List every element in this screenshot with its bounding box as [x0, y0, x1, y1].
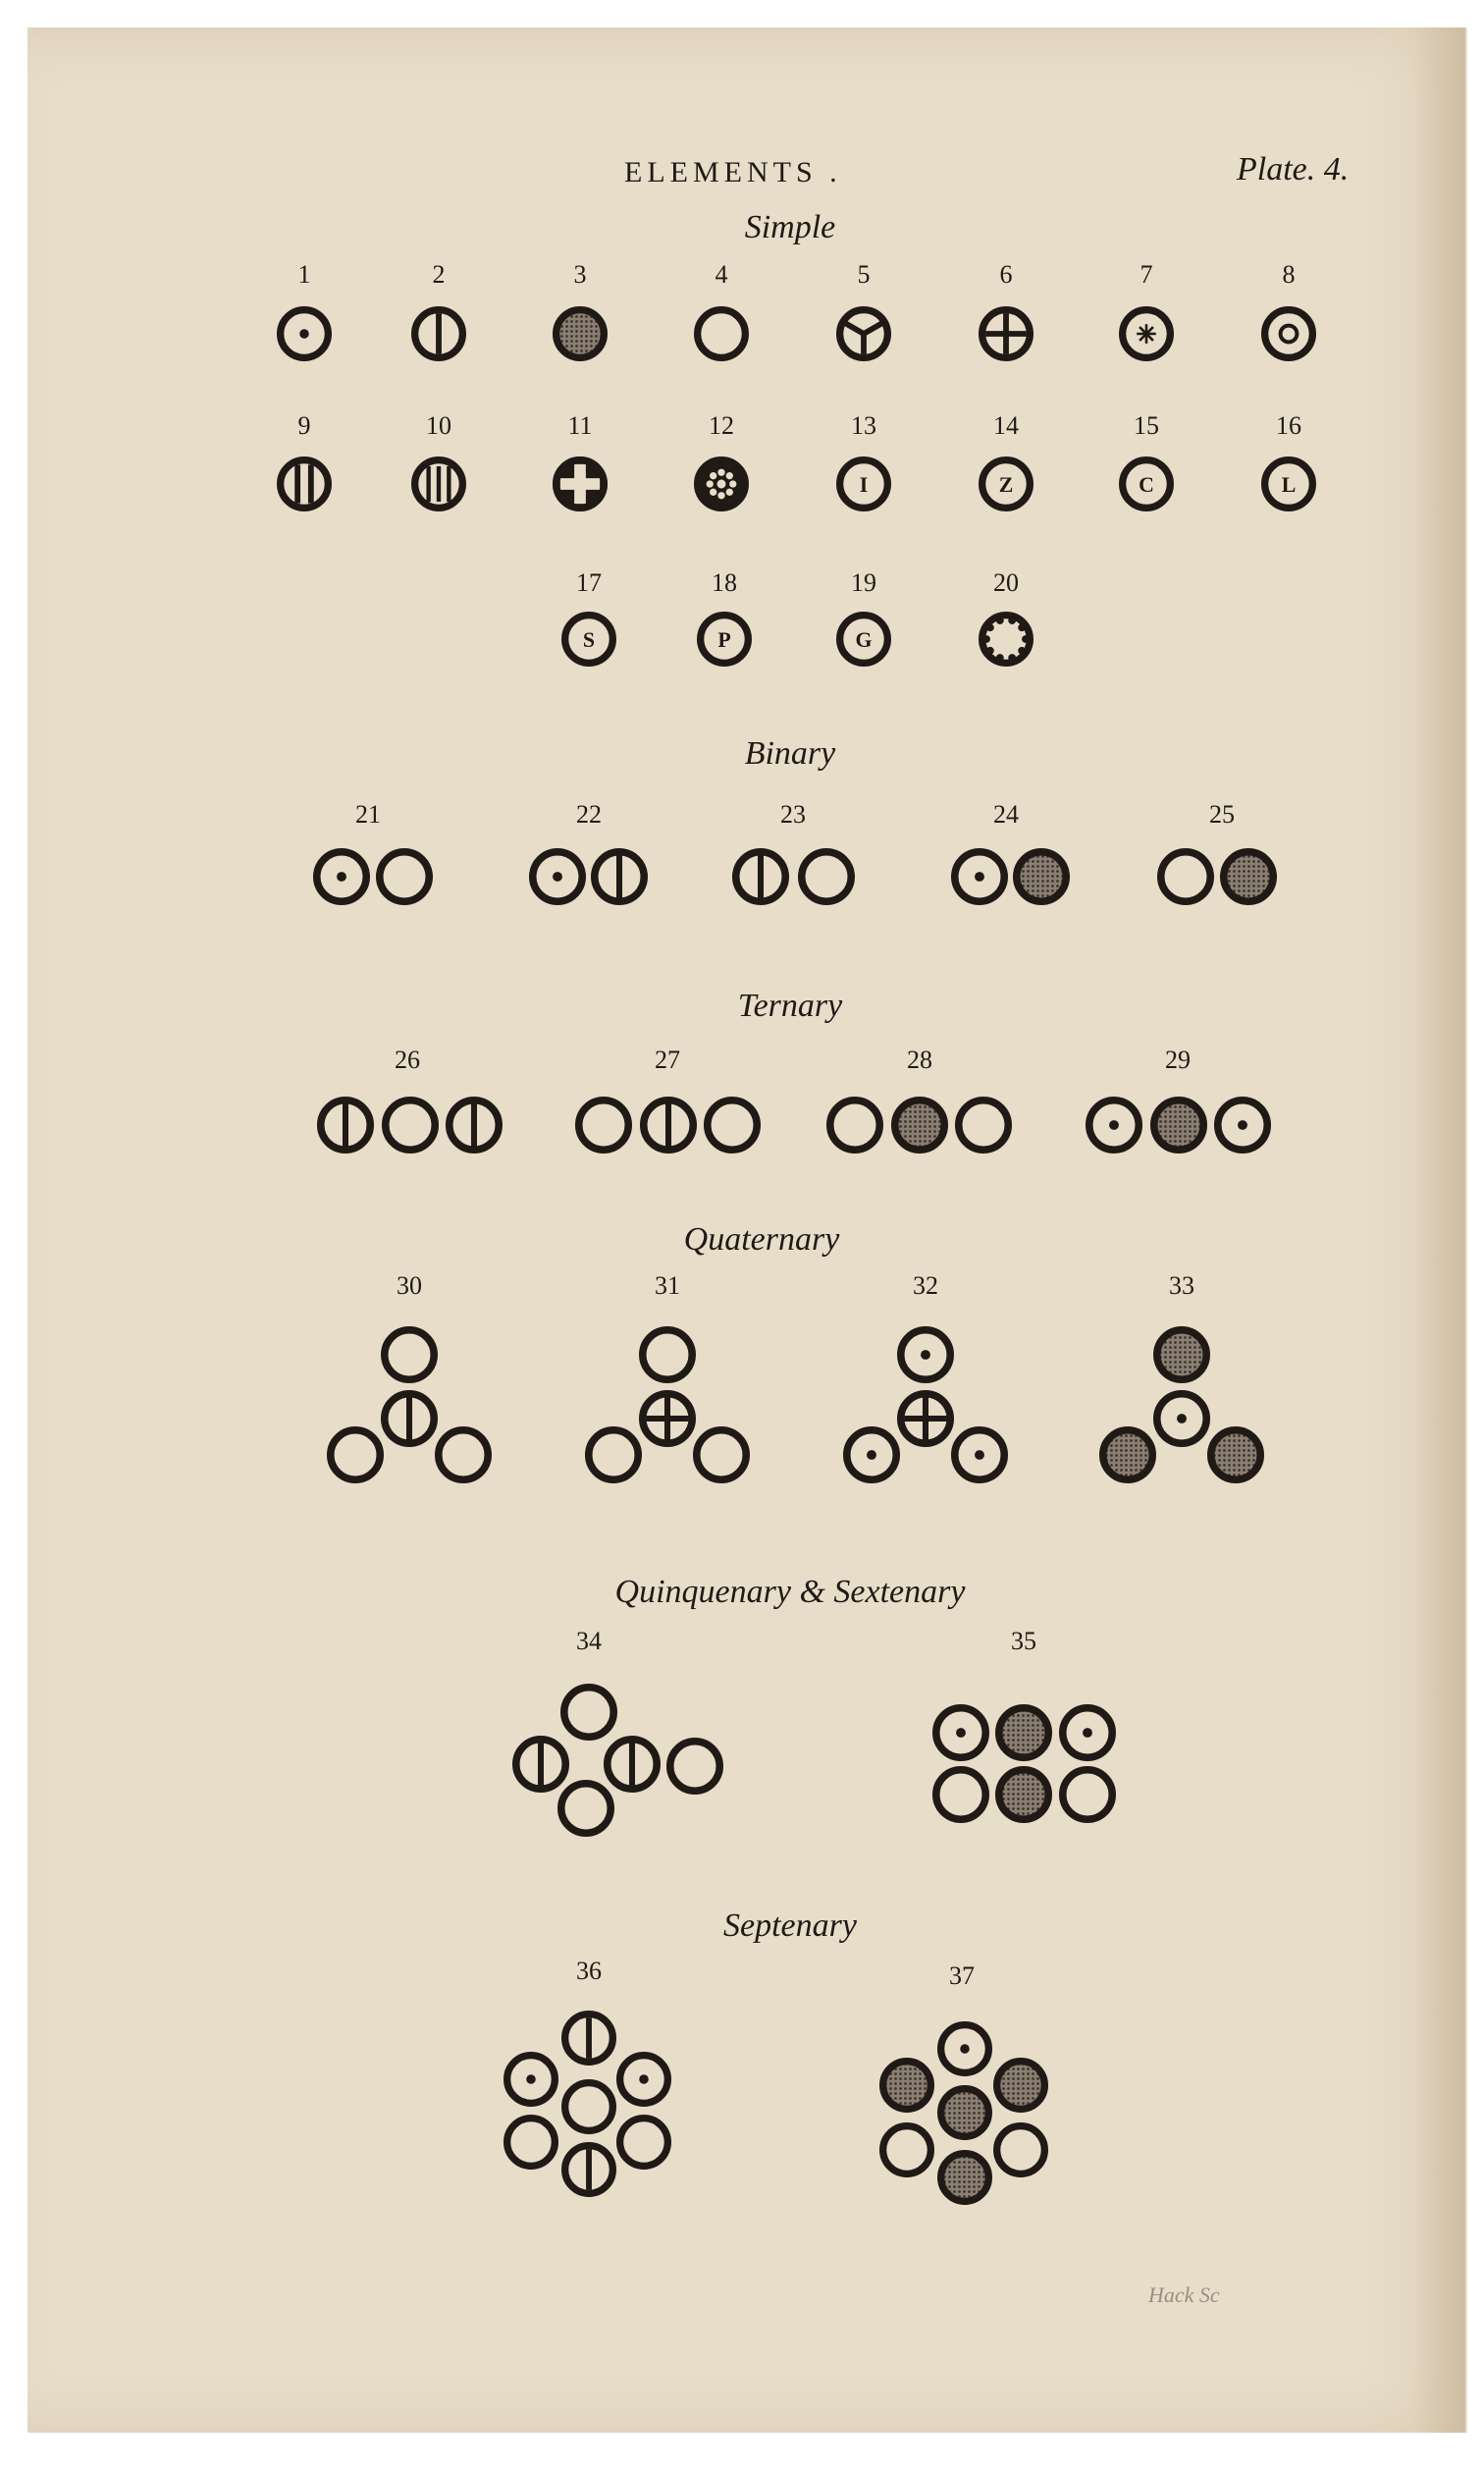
atom-letter-Z-icon — [982, 460, 1031, 509]
element-18 — [701, 568, 749, 663]
element-3 — [556, 260, 605, 357]
atom-bar-icon — [516, 1740, 565, 1789]
svg-text:I: I — [859, 472, 869, 497]
atom-bar-icon — [565, 2014, 613, 2063]
atom-plain-icon — [565, 2083, 613, 2131]
element-number-label: 21 — [355, 800, 381, 829]
atom-plain-icon — [386, 1100, 435, 1150]
section-heading-quinquenary: Quinquenary & Sextenary — [614, 1574, 966, 1610]
element-15 — [1123, 411, 1171, 508]
element-23 — [736, 800, 851, 901]
atom-filled-icon — [1154, 1100, 1203, 1150]
element-number-label: 4 — [715, 260, 728, 289]
element-21 — [317, 800, 429, 901]
svg-text:P: P — [717, 627, 731, 652]
atom-filled-icon — [883, 2062, 931, 2110]
atom-plain-icon — [1063, 1770, 1112, 1819]
element-number-label: 26 — [395, 1046, 420, 1074]
svg-text:G: G — [855, 627, 873, 652]
atom-bar-icon — [644, 1100, 693, 1150]
element-32 — [847, 1271, 1004, 1479]
element-17 — [565, 568, 613, 663]
element-number-label: 11 — [567, 411, 593, 440]
atom-dot-icon — [1157, 1394, 1206, 1443]
plate-number: Plate. 4. — [1237, 151, 1350, 188]
atom-dot-icon — [936, 1708, 985, 1757]
element-16 — [1265, 411, 1313, 508]
element-24 — [955, 800, 1066, 901]
element-1 — [281, 260, 329, 357]
atom-plus-icon — [556, 460, 605, 509]
element-number-label: 5 — [857, 260, 871, 289]
element-number-label: 8 — [1282, 260, 1296, 289]
atom-plain-icon — [708, 1100, 757, 1150]
atom-filled-icon — [895, 1100, 944, 1150]
atom-filled-icon — [997, 2062, 1045, 2110]
element-number-label: 10 — [426, 411, 451, 440]
atom-bar-icon — [608, 1740, 657, 1789]
atom-plain-icon — [830, 1100, 879, 1150]
atom-star-icon — [1123, 310, 1171, 358]
atom-plain-icon — [997, 2126, 1045, 2174]
atom-plain-icon — [589, 1430, 638, 1479]
element-number-label: 9 — [297, 411, 311, 440]
atom-dot-icon — [955, 1430, 1004, 1479]
element-number-label: 1 — [297, 260, 311, 289]
atom-plain-icon — [802, 852, 851, 901]
atom-cross-icon — [901, 1394, 950, 1443]
element-5 — [840, 260, 888, 357]
atom-plain-icon — [385, 1330, 434, 1379]
element-number-label: 32 — [913, 1271, 938, 1300]
element-number-label: 6 — [999, 260, 1013, 289]
element-number-label: 7 — [1140, 260, 1153, 289]
element-36 — [507, 1957, 668, 2193]
atom-bar-icon — [565, 2146, 613, 2194]
atom-filled-icon — [556, 310, 605, 358]
element-number-label: 37 — [949, 1961, 975, 1990]
atom-plain-icon — [507, 2119, 556, 2167]
element-20 — [982, 568, 1031, 663]
atom-bar-icon — [385, 1394, 434, 1443]
atom-dot-icon — [1218, 1100, 1267, 1150]
element-number-label: 31 — [655, 1271, 680, 1300]
atom-filled-icon — [1103, 1430, 1152, 1479]
element-number-label: 17 — [576, 568, 602, 597]
element-31 — [589, 1271, 746, 1479]
element-13 — [840, 411, 888, 508]
atom-cross-icon — [643, 1394, 692, 1443]
atom-bars2-icon — [281, 460, 329, 509]
element-number-label: 16 — [1276, 411, 1301, 440]
atom-bar-icon — [736, 852, 785, 901]
atom-filled-icon — [999, 1708, 1048, 1757]
svg-text:S: S — [582, 627, 596, 652]
atom-dot-icon — [955, 852, 1004, 901]
atom-plain-icon — [936, 1770, 985, 1819]
atom-bar-icon — [595, 852, 644, 901]
element-9 — [281, 411, 329, 508]
element-number-label: 29 — [1165, 1046, 1191, 1074]
element-number-label: 13 — [851, 411, 876, 440]
atom-letter-G-icon — [840, 616, 888, 664]
atom-dot-icon — [533, 852, 582, 901]
atom-filled-icon — [941, 2089, 989, 2137]
atom-plain-icon — [670, 1742, 719, 1791]
atom-dot-icon — [1063, 1708, 1112, 1757]
atom-plain-icon — [697, 1430, 746, 1479]
atom-plain-icon — [883, 2126, 931, 2174]
section-heading-ternary: Ternary — [737, 988, 843, 1024]
element-number-label: 2 — [432, 260, 446, 289]
section-heading-quaternary: Quaternary — [683, 1221, 840, 1258]
element-6 — [982, 260, 1031, 357]
atom-bar-icon — [450, 1100, 499, 1150]
atom-plain-icon — [620, 2119, 668, 2167]
atom-dot-icon — [620, 2056, 668, 2104]
element-number-label: 34 — [576, 1627, 602, 1655]
element-29 — [1089, 1046, 1267, 1150]
atom-plain-icon — [561, 1784, 610, 1833]
element-number-label: 23 — [780, 800, 806, 829]
atom-filled-icon — [999, 1770, 1048, 1819]
atom-letter-S-icon — [565, 616, 613, 664]
element-number-label: 22 — [576, 800, 602, 829]
plate-title: ELEMENTS . — [624, 156, 842, 188]
element-2 — [415, 260, 463, 357]
atom-dot-icon — [507, 2056, 556, 2104]
atom-y-icon — [840, 310, 888, 358]
element-26 — [321, 1046, 499, 1150]
element-number-label: 24 — [993, 800, 1019, 829]
element-37 — [883, 1961, 1045, 2201]
atom-dot-icon — [1089, 1100, 1139, 1150]
element-number-label: 14 — [993, 411, 1019, 440]
element-33 — [1103, 1271, 1260, 1479]
atom-dot-icon — [847, 1430, 896, 1479]
element-25 — [1161, 800, 1273, 901]
atom-dot-icon — [317, 852, 366, 901]
atom-letter-L-icon — [1265, 460, 1313, 509]
atom-gear-icon — [698, 460, 746, 509]
svg-text:Z: Z — [998, 472, 1014, 497]
element-number-label: 33 — [1169, 1271, 1194, 1300]
atom-ring-icon — [1265, 310, 1313, 358]
section-heading-binary: Binary — [744, 735, 836, 772]
element-12 — [698, 411, 746, 508]
atom-plain-icon — [331, 1430, 380, 1479]
atom-filled-icon — [1224, 852, 1273, 901]
element-7 — [1123, 260, 1171, 357]
atom-filled-icon — [1157, 1330, 1206, 1379]
element-number-label: 12 — [709, 411, 734, 440]
atom-plain-icon — [579, 1100, 628, 1150]
element-34 — [516, 1627, 719, 1833]
element-number-label: 19 — [851, 568, 876, 597]
atom-plain-icon — [1161, 852, 1210, 901]
atom-plain-icon — [439, 1430, 488, 1479]
atom-plain-icon — [564, 1688, 613, 1737]
atom-plain-icon — [380, 852, 429, 901]
atom-bars3-icon — [415, 460, 463, 509]
element-28 — [830, 1046, 1008, 1150]
element-4 — [698, 260, 746, 357]
element-number-label: 25 — [1209, 800, 1235, 829]
engraver-signature: Hack Sc — [1148, 2282, 1220, 2307]
atom-letter-I-icon — [840, 460, 888, 509]
element-number-label: 36 — [576, 1957, 602, 1985]
atom-dot-icon — [901, 1330, 950, 1379]
element-number-label: 18 — [712, 568, 737, 597]
atom-bar-icon — [321, 1100, 370, 1150]
element-number-label: 28 — [907, 1046, 932, 1074]
element-30 — [331, 1271, 488, 1479]
element-14 — [982, 411, 1031, 508]
element-27 — [579, 1046, 757, 1150]
section-heading-septenary: Septenary — [723, 1907, 857, 1944]
element-22 — [533, 800, 644, 901]
element-number-label: 3 — [573, 260, 587, 289]
element-10 — [415, 411, 463, 508]
atom-plain-icon — [959, 1100, 1008, 1150]
element-number-label: 20 — [993, 568, 1019, 597]
atom-plain-icon — [698, 310, 746, 358]
element-number-label: 27 — [655, 1046, 680, 1074]
svg-text:C: C — [1139, 472, 1154, 497]
element-number-label: 15 — [1134, 411, 1159, 440]
element-19 — [840, 568, 888, 663]
section-heading-simple: Simple — [744, 209, 836, 245]
element-35 — [936, 1627, 1112, 1819]
element-8 — [1265, 260, 1313, 357]
atom-filled-icon — [941, 2154, 989, 2202]
atom-dot-icon — [941, 2025, 989, 2073]
atom-serrated-icon — [982, 616, 1031, 664]
atom-dot-icon — [281, 310, 329, 358]
atom-bar-icon — [415, 310, 463, 358]
element-number-label: 30 — [397, 1271, 422, 1300]
atom-filled-icon — [1017, 852, 1066, 901]
atom-filled-icon — [1211, 1430, 1260, 1479]
atom-letter-C-icon — [1123, 460, 1171, 509]
atom-letter-P-icon — [701, 616, 749, 664]
atom-cross-icon — [982, 310, 1031, 358]
atom-plain-icon — [643, 1330, 692, 1379]
svg-text:L: L — [1281, 472, 1297, 497]
element-11 — [556, 411, 605, 508]
element-number-label: 35 — [1011, 1627, 1036, 1655]
